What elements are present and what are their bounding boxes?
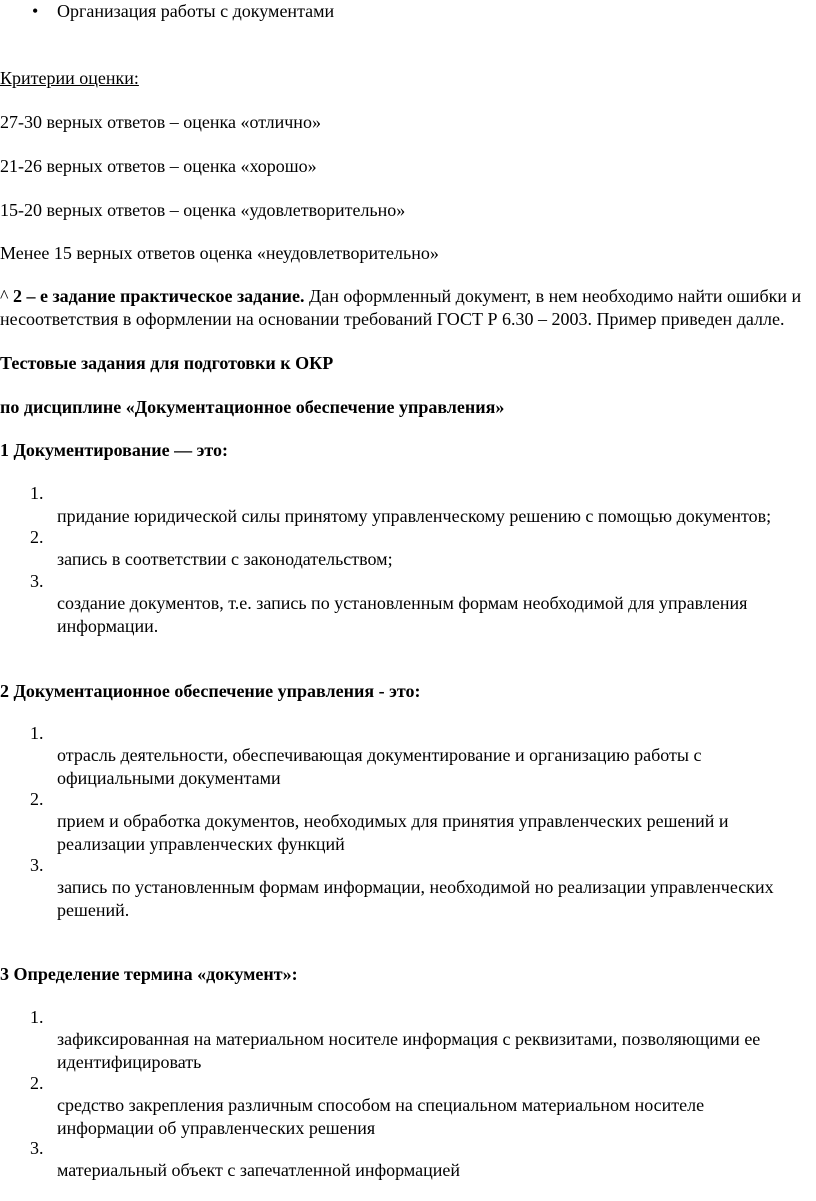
task2-paragraph [0,285,810,331]
intro-bullet-text: Организация работы с документами [57,1,335,21]
question-title: 1 Документирование — это: [0,440,228,460]
criteria-line: 15-20 верных ответов – оценка «удовлетворительно» [0,200,406,220]
question-title: 3 Определение термина «документ»: [0,964,298,984]
intro-bullet-item [0,0,816,24]
option-number: 2. [30,527,44,547]
task2-bold-title: 2 – е задание практическое задание. [12,286,305,306]
criteria-line: 27-30 верных ответов – оценка «отлично» [0,112,321,132]
criteria-line: Менее 15 верных ответов оценка «неудовлетворительно» [0,243,439,263]
criteria-heading: Критерии оценки: [0,68,139,88]
option-text: материальный объект с запечатленной информацией [57,1160,461,1180]
tests-subtitle: по дисциплине «Документационное обеспечение управления» [0,397,505,417]
option-number: 2. [30,789,44,809]
question-title: 2 Документационное обеспечение управления - это: [0,681,421,701]
task2-prefix: ^ [0,286,13,306]
option-number: 1. [30,483,44,503]
criteria-line: 21-26 верных ответов – оценка «хорошо» [0,156,317,176]
option-number: 3. [30,1138,44,1158]
bullet-dot: • [32,1,39,21]
option-number: 1. [30,723,44,743]
option-text: прием и обработка документов, необходимых для принятия управленческих решений и реализации управленческих функций [57,811,729,854]
option-text: средство закрепления различным способом на специальном материальном носителе информации об управленческих решения [57,1095,705,1138]
option-text: создание документов, т.е. запись по установленным формам необходимой для управления информации. [57,593,748,636]
option-text: придание юридической силы принятому управленческому решению с помощью документов; [57,506,772,526]
tests-title: Тестовые задания для подготовки к ОКР [0,353,334,373]
option-text: зафиксированная на материальном носителе информация с реквизитами, позволяющими ее идентифицировать [57,1029,761,1072]
option-text: запись в соответствии с законодательством; [57,549,393,569]
option-text: отрасль деятельности, обеспечивающая документирование и организацию работы с официальными документами [57,745,702,788]
option-number: 1. [30,1007,44,1027]
option-number: 3. [30,571,44,591]
option-text: запись по установленным формам информации, необходимой но реализации управленческих решений. [57,877,774,920]
task2-text: Дан оформленный документ, в нем необходимо найти ошибки и несоответствия в оформлении на основании требований ГОСТ Р 6.30 – 2003. Пример приведен далле. [0,286,802,329]
option-number: 2. [30,1073,44,1093]
option-number: 3. [30,855,44,875]
